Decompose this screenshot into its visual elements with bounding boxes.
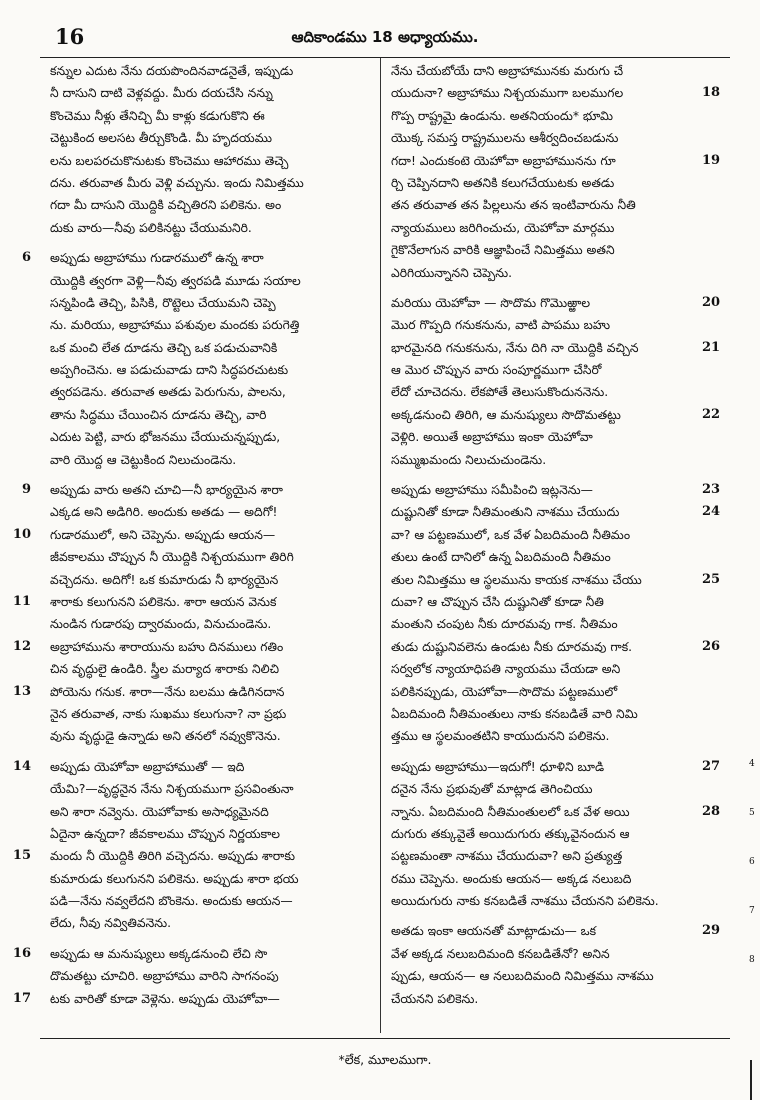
- line-text: ఏబదిమంది నీతిమంతులు నాకు కనబడితే వారి నిమి: [391, 706, 638, 721]
- line-text: భారమైనది గనుకనును, నేను దిగి నా యొద్దికి వచ్చిన: [391, 340, 639, 355]
- line-text: టకు వారితో కూడా వెళ్లెను. అప్పుడు యెహోవా—: [50, 991, 280, 1006]
- text-line: [391, 239, 711, 261]
- text-line: [391, 501, 721, 523]
- text-line: [50, 569, 370, 591]
- line-text: కుమారుడు కలుగునని పలికెను. అప్పుడు శారా భయ: [50, 871, 299, 886]
- verse-number: 16: [12, 945, 31, 961]
- text-line: [50, 172, 370, 194]
- text-line: [391, 845, 711, 867]
- text-line: [12, 681, 370, 703]
- text-line: [50, 270, 370, 292]
- line-text: ర్చి చెప్పినదాని అతనికి కలుగచేయుటకు అతడు: [391, 175, 615, 190]
- edge-mark: 6: [749, 857, 755, 867]
- line-text: యుదునా? అబ్రాహాము నిశ్చయముగా బలముగల: [391, 86, 624, 101]
- verse-number: 18: [702, 85, 721, 101]
- text-line: [391, 426, 711, 448]
- text-line: [391, 890, 711, 912]
- text-line: [21, 479, 370, 501]
- line-text: అప్పుడు అబ్రాహాము గుడారములో ఉన్న శారా: [50, 251, 264, 266]
- line-text: అతడు ఇంకా ఆయనతో మాట్లాడుచు— ఒక: [391, 924, 597, 939]
- text-line: [50, 314, 370, 336]
- text-line: [12, 591, 370, 613]
- line-text: నేను చేయబోయే దాని అబ్రాహామునకు మరుగు చే: [391, 64, 624, 78]
- text-line: [391, 60, 711, 82]
- line-text: ఒక మంచి లేత దూడను తెచ్చి ఒక పడుచువానికి: [50, 340, 278, 355]
- line-text: అప్పుడు వారు అతని చూచి—నీ భార్యయైన శారా: [50, 483, 283, 498]
- text-line: [50, 449, 370, 471]
- line-text: ఎరిగియున్నానని చెప్పెను.: [391, 265, 513, 280]
- text-line: [50, 292, 370, 314]
- line-text: నైన తరువాత, నాకు సుఖము కలుగునా? నా ప్రభు: [50, 706, 287, 721]
- line-text: మందు నీ యొద్దికి తిరిగి వచ్చెదను. అప్పుడు శారాకు: [50, 849, 296, 864]
- line-text: సమ్ముఖమందు నిలుచుచుండెను.: [391, 452, 547, 467]
- text-line: [391, 823, 711, 845]
- line-text: దొమతట్టు చూచిరి. అబ్రాహాము వారిని సాగనంపు: [50, 969, 279, 984]
- text-line: [391, 725, 711, 747]
- text-line: [50, 359, 370, 381]
- text-line: [391, 681, 711, 703]
- line-text: గొప్ప రాష్ట్రమై ఉండును. అతనియందు* భూమి: [391, 108, 613, 123]
- line-text: న్యాయములు జరిగించుచు, యెహోవా మార్గము: [391, 220, 615, 235]
- line-text: గదా! ఎందుకంటె యెహోవా అబ్రాహామునను గూ: [391, 153, 616, 168]
- line-text: దుష్టునితో కూడా నీతిమంతుని నాశము చేయుదు: [391, 505, 620, 520]
- line-text: తులు ఉంటే దానిలో ఉన్న ఏబదిమంది నీతిమం: [391, 550, 611, 565]
- line-text: మరియు యెహోవా — సొదొమ గొమొఱ్ఱాల: [391, 295, 591, 310]
- text-line: [12, 756, 370, 778]
- text-line: [391, 591, 711, 613]
- line-text: తుల నిమిత్తము ఆ స్థలమును కాయక నాశము చేయు: [391, 572, 642, 587]
- edge-mark: 4: [749, 759, 755, 769]
- line-text: కొంచెము నీళ్లు తేనిచ్చి మీ కాళ్లు కడుగుకొని ఈ: [50, 108, 265, 123]
- line-text: అని శారా నవ్వెను. యెహోవాకు అసాధ్యమైనది: [50, 804, 269, 819]
- line-text: పట్టణమంతా నాశము చేయుదువా? అని ప్రత్యుత్త: [391, 849, 623, 864]
- line-text: జీవకాలము చొప్పున నీ యొద్దికి నిశ్చయముగా తిరిగి: [50, 550, 294, 565]
- text-line: [12, 636, 370, 658]
- line-text: తాను సిద్ధము చేయించిన దూడను తెచ్చి, వారి: [50, 407, 267, 422]
- text-line: [391, 127, 711, 149]
- line-text: ఆ మొర చొప్పున వారు సంపూర్ణముగా చేసిరో: [391, 363, 602, 378]
- text-line: [391, 359, 711, 381]
- text-line: [50, 658, 370, 680]
- paragraph-gap: [50, 239, 370, 247]
- text-line: [50, 868, 370, 890]
- line-text: మొర గొప్పది గనుకనును, వాటి పాపము బహు: [391, 318, 611, 333]
- line-text: ను. మరియు, అబ్రాహాము పశువుల మందకు పరుగెత్తి: [50, 318, 300, 333]
- text-line: [50, 823, 370, 845]
- text-line: [391, 988, 711, 1010]
- line-text: న్నాను. ఏబదిమంది నీతిమంతులలో ఒక వేళ అయి: [391, 804, 630, 819]
- line-text: వెళ్లిరి. అయితే అబ్రాహాము ఇంకా యెహోవా: [391, 430, 593, 445]
- text-line: [391, 381, 711, 403]
- line-text: సర్వలోక న్యాయాధిపతి న్యాయము చేయడా అని: [391, 662, 621, 677]
- text-line: [50, 965, 370, 987]
- line-text: తన తరువాత తన పిల్లలును తన ఇంటివారును నీతి: [391, 198, 636, 213]
- text-line: [50, 127, 370, 149]
- verse-number: 20: [702, 294, 721, 310]
- text-line: [391, 613, 711, 635]
- line-text: పడి—నేను నవ్వలేదని బొంకెను. అందుకు ఆయన—: [50, 894, 293, 909]
- line-text: వా? ఆ పట్టణములో, ఒక వేళ ఏబదిమంది నీతిమం: [391, 527, 631, 542]
- line-text: అప్పుడు యెహోవా అబ్రాహాముతో — ఇది: [50, 759, 245, 774]
- edge-mark: 5: [749, 808, 755, 818]
- line-text: ప్పుడు, ఆయన— ఆ నలుబదిమంది నిమిత్తము నాశము: [391, 969, 654, 984]
- verse-number: 17: [12, 990, 31, 1006]
- line-text: యొద్దికి త్వరగా వెళ్లి—నీవు త్వరపడి మూడు సయాల: [50, 273, 301, 288]
- line-text: త్వరపడెను. తరువాత అతడు పెరుగును, పాలను,: [50, 385, 286, 400]
- text-line: [50, 82, 370, 104]
- text-line: [391, 314, 711, 336]
- line-text: వారి యొద్ద ఆ చెట్టుకింద నిలుచుండెను.: [50, 452, 237, 467]
- text-line: [50, 703, 370, 725]
- paragraph-gap: [391, 912, 711, 920]
- line-text: వచ్చెదను. అదిగో! ఒక కుమారుడు నీ భార్యయైన: [50, 572, 279, 587]
- verse-number: 26: [702, 638, 721, 654]
- text-line: [391, 194, 711, 216]
- text-line: [391, 801, 721, 823]
- text-line: [391, 868, 711, 890]
- line-text: లేదో చూచెదను. లేకపోతే తెలుసుకొందుననెను.: [391, 385, 609, 400]
- text-line: [21, 247, 370, 269]
- text-line: [391, 479, 721, 501]
- text-line: [50, 105, 370, 127]
- text-line: [391, 150, 721, 172]
- line-text: ఎదుట పెట్టి, వారు భోజనము చేయుచున్నప్పుడు,: [50, 430, 281, 445]
- line-text: పోయెను గనుక. శారా—నేను బలము ఉడిగినదాన: [50, 684, 285, 699]
- text-line: [391, 82, 721, 104]
- text-line: [391, 569, 721, 591]
- page-number: 16: [55, 24, 85, 49]
- line-text: యేమి?—వృద్ధనైన నేను నిశ్చయముగా ప్రసవింతునా: [50, 782, 294, 797]
- column-divider: [380, 58, 381, 1033]
- text-line: [50, 613, 370, 635]
- text-line: [12, 845, 370, 867]
- page-header: [40, 0, 730, 58]
- verse-number: 9: [21, 482, 31, 498]
- edge-mark: 8: [749, 955, 755, 965]
- text-line: [391, 920, 721, 942]
- paragraph-gap: [50, 471, 370, 479]
- verse-number: 11: [12, 593, 31, 609]
- text-line: [50, 778, 370, 800]
- text-line: [391, 546, 711, 568]
- line-text: చెట్టుకింద అలసట తీర్చుకొండి. మీ హృదయము: [50, 131, 272, 146]
- verse-number: 13: [12, 683, 31, 699]
- line-text: దువా? ఆ చొప్పున చేసి దుష్టునితో కూడా నీతి: [391, 594, 604, 609]
- text-line: [391, 524, 711, 546]
- paragraph-gap: [50, 748, 370, 756]
- text-line: [50, 912, 370, 934]
- verse-number: 10: [12, 526, 31, 542]
- text-line: [391, 404, 721, 426]
- text-line: [391, 292, 721, 314]
- line-text: కన్నుల ఎదుట నేను దయపొందినవాడనైతే, ఇప్పుడు: [50, 64, 294, 78]
- line-text: తుడు దుష్టునివలెను ఉండుట నీకు దూరమవు గాక.: [391, 639, 633, 654]
- text-line: [391, 449, 711, 471]
- text-line: [50, 725, 370, 747]
- line-text: లేదు, నీవు నవ్వితివనెను.: [50, 916, 172, 931]
- line-text: అప్పుడు అబ్రాహాము సమీపించి ఇట్లనెను—: [391, 483, 593, 498]
- text-line: [50, 546, 370, 568]
- line-text: అక్కడనుంచి తిరిగి, ఆ మనుష్యులు సొదొమతట్టు: [391, 407, 621, 422]
- verse-number: 29: [702, 923, 721, 939]
- line-text: ఎక్కడ అని అడిగిరి. అందుకు అతడు — అదిగో!: [50, 505, 278, 520]
- text-line: [12, 988, 370, 1010]
- line-text: అప్పుడు ఆ మనుష్యులు అక్కడనుంచి లేచి సొ: [50, 946, 268, 961]
- verse-number: 28: [702, 803, 721, 819]
- right-column: [391, 60, 721, 1037]
- line-text: నీ దాసుని దాటి వెళ్లవద్దు. మీరు దయచేసి నన్ను: [50, 86, 273, 101]
- line-text: అబ్రాహామును శారాయును బహు దినములు గతిం: [50, 639, 284, 654]
- paragraph-gap: [391, 284, 711, 292]
- text-line: [50, 194, 370, 216]
- verse-number: 22: [702, 406, 721, 422]
- text-line: [50, 890, 370, 912]
- line-text: దుగురు తక్కువైతే అయిదుగురు తక్కువైనందున ఆ: [391, 826, 630, 841]
- text-line: [50, 337, 370, 359]
- line-text: రము చెప్పెను. అందుకు ఆయన— అక్కడ నలుబది: [391, 871, 632, 886]
- text-line: [50, 426, 370, 448]
- verse-number: 6: [21, 250, 31, 266]
- line-text: శారాకు కలుగునని పలికెను. శారా ఆయన వెనుక: [50, 594, 277, 609]
- text-line: [391, 262, 711, 284]
- line-text: గదా మీ దాసుని యొద్దికి వచ్చితిరని పలికెను. అం: [50, 198, 282, 213]
- verse-number: 25: [702, 571, 721, 587]
- line-text: అప్పగించెను. ఆ పడుచువాడు దాని సిద్ధపరచుటకు: [50, 363, 289, 378]
- page-edge-marks: [749, 760, 759, 1080]
- text-line: [12, 524, 370, 546]
- text-line: [391, 756, 721, 778]
- chapter-title: ఆదికాండము 18 అధ్యాయము.: [291, 28, 479, 46]
- text-line: [391, 658, 711, 680]
- verse-number: 19: [702, 152, 721, 168]
- text-line: [391, 703, 711, 725]
- line-text: సన్నపిండి తెచ్చి, పిసికి, రొట్టెలు చేయుమని చెప్పె: [50, 295, 276, 310]
- line-text: మంతుని చంపుట నీకు దూరమవు గాక. నీతిమం: [391, 617, 618, 632]
- verse-number: 27: [702, 758, 721, 774]
- verse-number: 23: [702, 482, 721, 498]
- text-line: [50, 217, 370, 239]
- line-text: నుండిన గుడారపు ద్వారమందు, వినుచుండెను.: [50, 617, 272, 632]
- paragraph-gap: [50, 935, 370, 943]
- paragraph-gap: [391, 471, 711, 479]
- line-text: గుడారములో, అని చెప్పెను. అప్పుడు ఆయన—: [50, 527, 276, 542]
- text-line: [391, 965, 711, 987]
- text-line: [50, 150, 370, 172]
- line-text: లను బలపరచుకొనుటకు కొంచెము ఆహారము తెచ్చె: [50, 153, 289, 168]
- text-line: [12, 943, 370, 965]
- verse-number: 12: [12, 638, 31, 654]
- verse-number: 14: [12, 758, 31, 774]
- verse-number: 15: [12, 848, 31, 864]
- text-line: [391, 217, 711, 239]
- line-text: త్తము ఆ స్థలమంతటిని కాయుదునని పలికెను.: [391, 729, 610, 744]
- verse-number: 21: [702, 339, 721, 355]
- page-edge-line: [750, 1060, 752, 1100]
- line-text: చిన వృద్ధులై ఉండిరి. స్త్రీల మర్యాద శారాకు నిలిచి: [50, 662, 280, 677]
- text-line: [50, 60, 370, 82]
- left-column: [12, 60, 370, 1037]
- text-line: [391, 943, 711, 965]
- line-text: యొక్క సమస్త రాష్ట్రములను ఆశీర్వదించబడును: [391, 131, 619, 146]
- text-line: [391, 778, 711, 800]
- text-line: [50, 801, 370, 823]
- line-text: పలికినప్పుడు, యెహోవా—సొదొమ పట్టణములో: [391, 684, 618, 699]
- footnote: *లేక, మూలముగా.: [40, 1038, 730, 1071]
- line-text: వును వృద్ధుడై ఉన్నాడు అని తనలో నవ్వుకొనెను.: [50, 729, 281, 744]
- line-text: దుకు వారు—నీవు పలికినట్టు చేయుమనిరి.: [50, 220, 252, 235]
- line-text: దనైన నేను ప్రభువుతో మాట్లాడ తెగించియు: [391, 782, 593, 797]
- text-line: [50, 501, 370, 523]
- line-text: వేళ అక్కడ నలుబదిమంది కనబడితేనో? అనిన: [391, 946, 610, 961]
- line-text: గైకొనేలాగున వారికి ఆజ్ఞాపించే నిమిత్తము అతని: [391, 243, 615, 258]
- text-line: [391, 172, 711, 194]
- text-line: [50, 381, 370, 403]
- line-text: అప్పుడు అబ్రాహాము—ఇదుగో! ధూళిని బూడి: [391, 759, 605, 774]
- line-text: దను. తరువాత మీరు వెళ్లి వచ్చును. ఇందు నిమిత్తము: [50, 175, 304, 190]
- line-text: ఏదైనా ఉన్నదా? జీవకాలము చొప్పున నిర్ణయకాల: [50, 826, 281, 841]
- text-line: [50, 404, 370, 426]
- text-line: [391, 337, 721, 359]
- verse-number: 24: [702, 504, 721, 520]
- paragraph-gap: [391, 748, 711, 756]
- line-text: చేయనని పలికెను.: [391, 991, 479, 1006]
- edge-mark: 7: [749, 906, 755, 916]
- line-text: అయిదుగురు నాకు కనబడితే నాశము చేయనని పలికెను.: [391, 894, 659, 909]
- text-line: [391, 636, 721, 658]
- text-line: [391, 105, 711, 127]
